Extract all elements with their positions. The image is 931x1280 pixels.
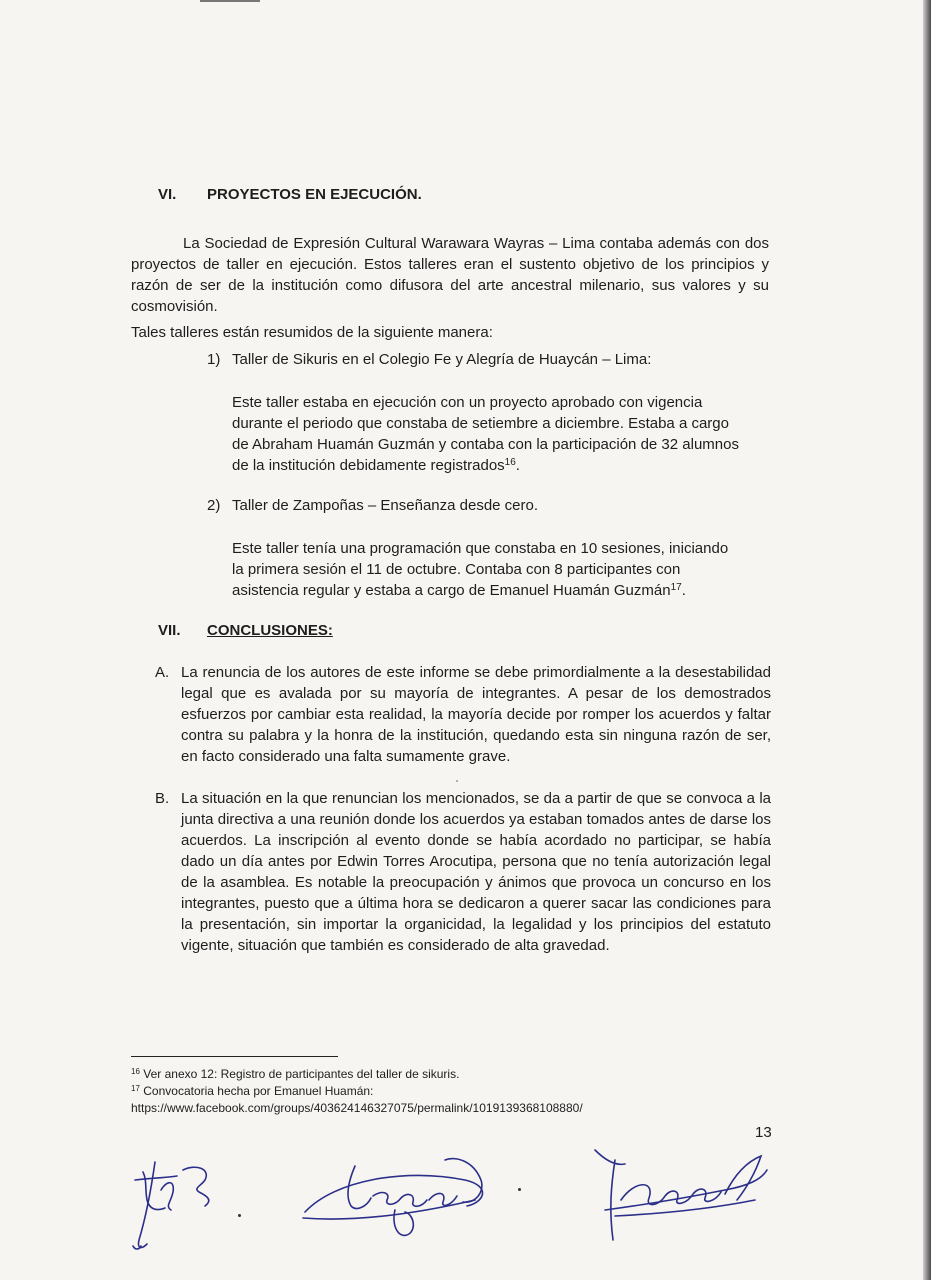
text-fragment: asistencia regular y estaba a cargo de Emanuel Huamán Guzmán [232,582,671,599]
workshop-description [232,538,777,601]
footnotes [131,1066,751,1117]
workshop-item [207,349,767,371]
conclusion-letter: A. [155,664,170,681]
page-edge-shadow [923,0,931,1280]
text-fragment: . [515,457,520,474]
signature-3 [575,1140,775,1250]
conclusion-item [155,788,771,956]
footnote-divider [131,1056,338,1057]
footnote-link[interactable]: https://www.facebook.com/groups/403624146327075/permalink/1019139368108880/ [131,1101,583,1115]
footnote-number: 17 [131,1084,140,1093]
workshop-item [207,495,767,517]
text-line [232,580,777,601]
footnote-number: 16 [131,1067,140,1076]
workshop-description [232,392,777,476]
section-title: PROYECTOS EN EJECUCIÓN. [207,186,422,203]
summary-line: Tales talleres están resumidos de la siguiente manera: [131,324,493,341]
text-line: de Abraham Huamán Guzmán y contaba con la participación de 32 alumnos [232,436,739,453]
signature-1 [125,1150,235,1260]
scan-mark [200,0,260,2]
text-line [232,455,777,476]
text-fragment: . [681,582,686,599]
footnote-text: Convocatoria hecha por Emanuel Huamán: [143,1084,374,1098]
text-line: Este taller tenía una programación que constaba en 10 sesiones, iniciando [232,540,729,557]
conclusion-text: La situación en la que renuncian los mencionados, se da a partir de que se convoca a la junta directiva a una reunión donde los acuerdos ya estaban tomados antes de darse los acuerdos. La inscripción al evento donde se había acordado no participar, se había dado un día antes por Edwin Torres Arocutipa, persona que no tenía autorización legal de la asamblea. Es notable la preocupación y ánimos que provoca un concurso en los integrantes, puesto que a última hora se dedicaron a querer sacar las condiciones para la presentación, sin importar la organicidad, la legalidad y los principios del estatuto vigente, situación que también es considerado de alta gravedad. [181,790,771,954]
signature-2 [295,1140,495,1250]
intro-paragraph: La Sociedad de Expresión Cultural Warawara Wayras – Lima contaba además con dos proyectos de taller en ejecución. Estos talleres eran el sustento objetivo de los principios y razón de ser de la institución como difusora del arte ancestral milenario, sus valores y su cosmovisión. [131,235,769,315]
footnote-ref: 16 [504,457,516,468]
page-number: 13 [755,1124,772,1141]
text-line: la primera sesión el 11 de octubre. Contaba con 8 participantes con [232,561,681,578]
text-line: durante el periodo que constaba de setiembre a diciembre. Estaba a cargo [232,415,729,432]
footnote-ref: 17 [670,582,682,593]
section-number: VII. [158,622,181,639]
workshop-title: Taller de Zampoñas – Enseñanza desde cero. [232,497,539,514]
text-line: Este taller estaba en ejecución con un proyecto aprobado con vigencia [232,394,703,411]
section-number: VI. [158,186,177,203]
workshop-title: Taller de Sikuris en el Colegio Fe y Alegría de Huaycán – Lima: [232,351,652,368]
footnote [131,1083,751,1100]
ink-speck [456,780,458,782]
list-number: 2) [207,497,221,514]
section-heading [158,622,658,642]
footnote-text: Ver anexo 12: Registro de participantes del taller de sikuris. [143,1067,460,1081]
section-title: CONCLUSIONES: [207,622,333,639]
conclusion-letter: B. [155,790,170,807]
conclusion-text: La renuncia de los autores de este informe se debe primordialmente a la desestabilidad legal que es avalada por su mayoría de integrantes. A pesar de los demostrados esfuerzos por cambiar esta realidad, la mayoría decide por romper los acuerdos y faltar contra su palabra y la honra de la institución, quedando esta sin ninguna razón de ser, en facto considerado una falta sumamente grave. [181,664,771,765]
section-heading [158,186,658,206]
signature-dot [238,1214,241,1217]
text-fragment: de la institución debidamente registrados [232,457,505,474]
list-number: 1) [207,351,221,368]
signature-dot [518,1188,521,1191]
conclusion-item [155,662,771,767]
footnote [131,1066,751,1083]
